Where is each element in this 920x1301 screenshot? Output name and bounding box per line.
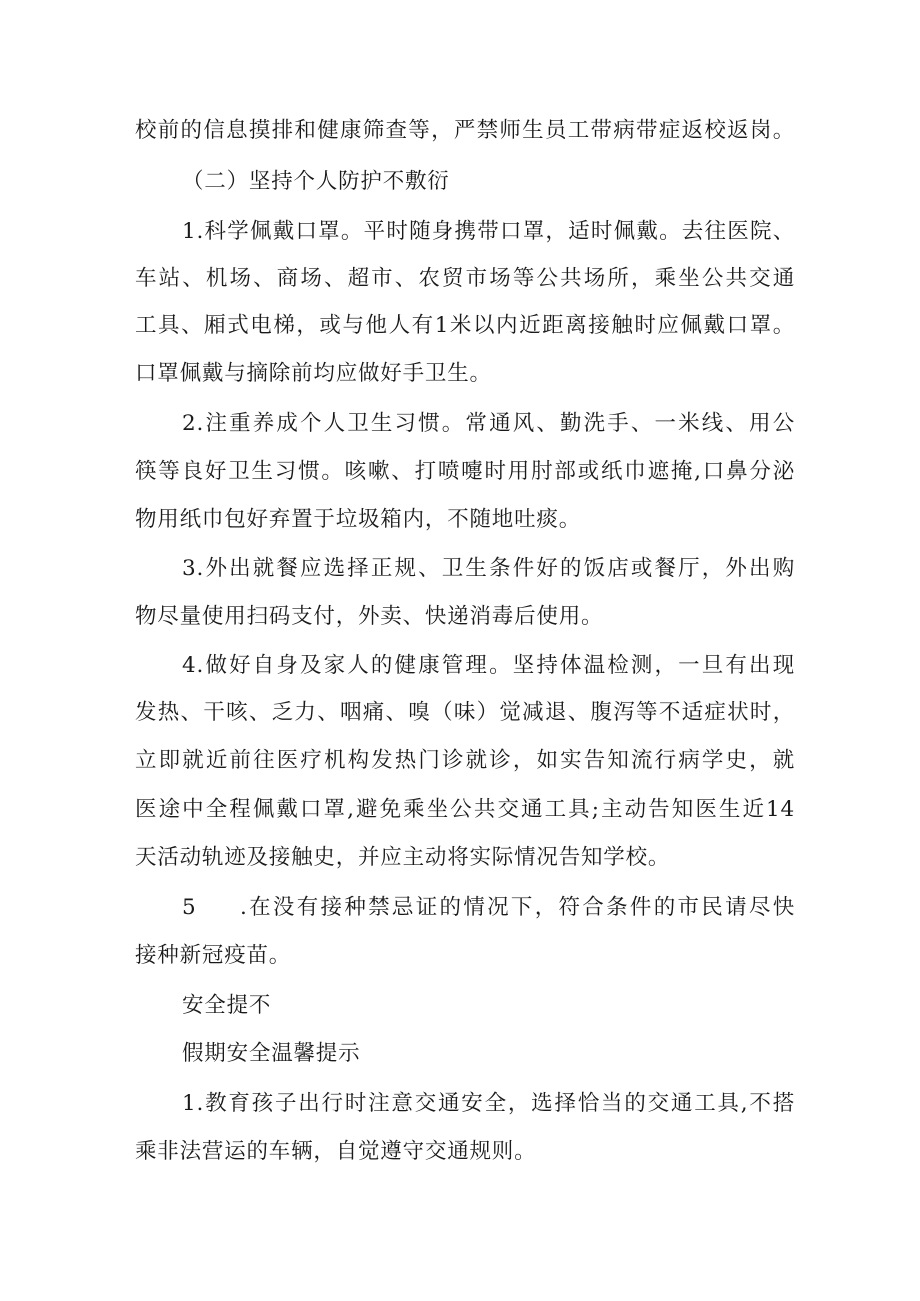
paragraph-line: 医途中全程佩戴口罩,避免乘坐公共交通工具;主动告知医生近14 bbox=[135, 797, 795, 822]
paragraph-line: 口罩佩戴与摘除前均应做好手卫生。 bbox=[135, 361, 492, 386]
paragraph-line: 工具、厢式电梯，或与他人有1米以内近距离接触时应佩戴口罩。 bbox=[135, 313, 795, 338]
section-heading: 安全提不 bbox=[182, 993, 272, 1018]
section-heading: 假期安全温馨提示 bbox=[182, 1041, 361, 1066]
paragraph-line: 4.做好自身及家人的健康管理。坚持体温检测，一旦有出现 bbox=[182, 653, 795, 678]
paragraph-line: 车站、机场、商场、超市、农贸市场等公共场所，乘坐公共交通 bbox=[135, 266, 795, 291]
paragraph-line: 2.注重养成个人卫生习惯。常通风、勤洗手、一米线、用公 bbox=[182, 411, 795, 436]
item-number: 5 bbox=[182, 895, 197, 920]
paragraph-line: 发热、干咳、乏力、咽痛、嗅（味）觉减退、腹泻等不适症状时， bbox=[135, 700, 795, 725]
paragraph-line: 物尽量使用扫码支付，外卖、快递消毒后使用。 bbox=[135, 604, 604, 629]
paragraph-line: .在没有接种禁忌证的情况下，符合条件的市民请尽快 bbox=[240, 895, 795, 920]
paragraph-line: 乘非法营运的车辆，自觉遵守交通规则。 bbox=[135, 1139, 537, 1164]
paragraph-line: 1.科学佩戴口罩。平时随身携带口罩，适时佩戴。去往医院、 bbox=[182, 219, 795, 244]
paragraph-line: 立即就近前往医疗机构发热门诊就诊，如实告知流行病学史，就 bbox=[135, 748, 795, 773]
paragraph-line: 天活动轨迹及接触史，并应主动将实际情况告知学校。 bbox=[135, 845, 671, 870]
section-heading: （二）坚持个人防护不敷衍 bbox=[182, 169, 450, 194]
paragraph-line: 校前的信息摸排和健康筛查等，严禁师生员工带病带症返校返岗。 bbox=[135, 118, 795, 143]
paragraph-line: 接种新冠疫苗。 bbox=[135, 943, 292, 968]
paragraph-line: 3.外出就餐应选择正规、卫生条件好的饭店或餐厅，外出购 bbox=[182, 556, 795, 581]
paragraph-line: 筷等良好卫生习惯。咳嗽、打喷嚏时用肘部或纸巾遮掩,口鼻分泌 bbox=[135, 459, 795, 484]
paragraph-line: 物用纸巾包好弃置于垃圾箱内，不随地吐痰。 bbox=[135, 507, 582, 532]
paragraph-line: 1.教育孩子出行时注意交通安全，选择恰当的交通工具,不搭 bbox=[182, 1091, 795, 1116]
